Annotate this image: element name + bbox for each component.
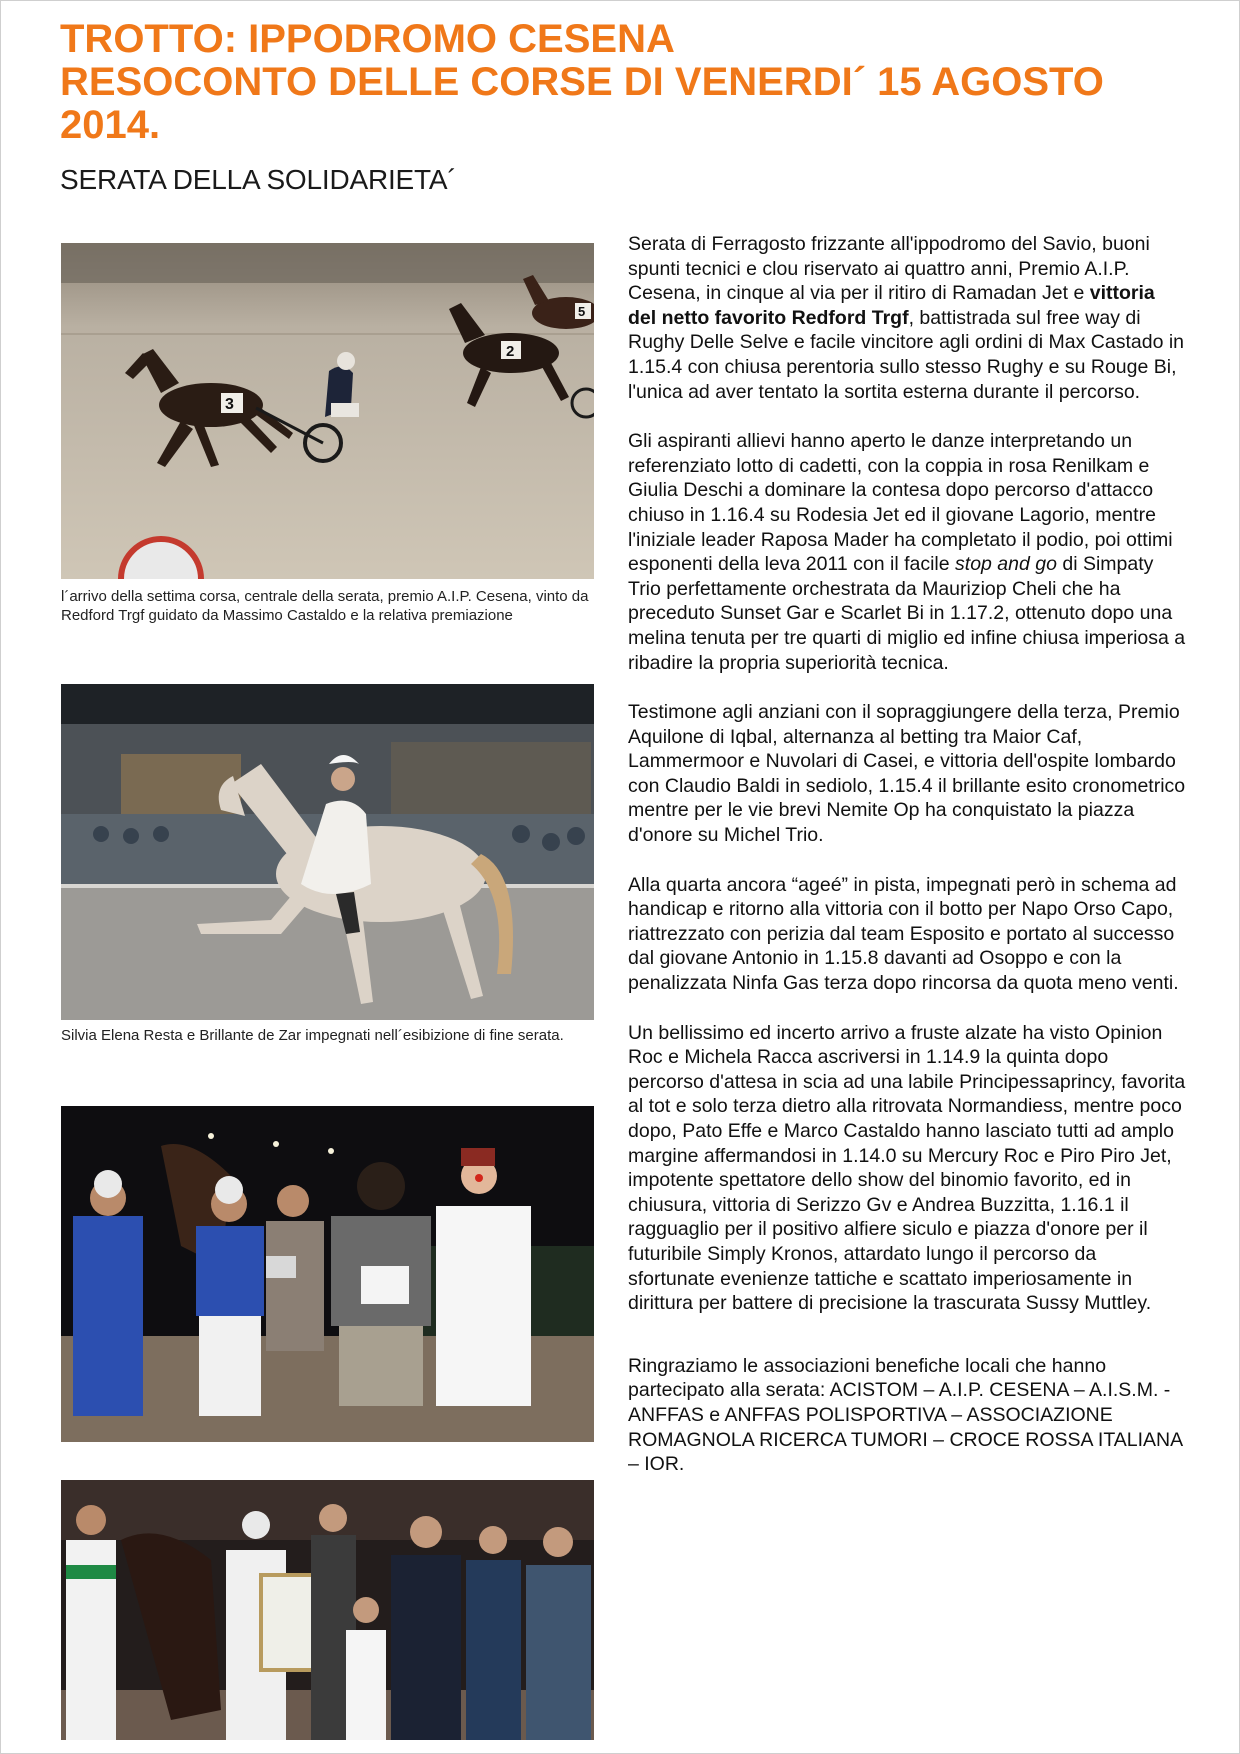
title-line-1: TROTTO: IPPODROMO CESENA xyxy=(60,17,675,61)
title-line-3: 2014. xyxy=(60,103,161,147)
bib-number-5: 5 xyxy=(578,304,586,319)
page-title xyxy=(60,18,1210,147)
title-line-2: RESOCONTO DELLE CORSE DI VENERDI´ 15 AGOSTO xyxy=(60,60,1104,104)
caption-horse-exhibition: Silvia Elena Resta e Brillante de Zar impegnati nell´esibizione di fine serata. xyxy=(61,1027,564,1044)
bib-number-3: 3 xyxy=(225,396,234,413)
article-paragraph-1-bold: vittoria del netto favorito Redford Trgf xyxy=(628,282,1155,329)
article-paragraph-1-text-b: , battistrada sul free way di Rughy Delle Selve e facile vincitore agli ordini di Max Castado in 1.15.4 con chiusa perentoria sullo stesso Rughy e su Rouge Bi, l'unica ad aver tentato la sortita esterna durante il percorso. xyxy=(628,306,1185,403)
article-thanks-paragraph: Ringraziamo le associazioni benefiche locali che hanno partecipato alla serata: ACISTOM – A.I.P. CESENA – A.I.S.M. - ANFFAS e ANFFAS POLISPORTIVA – ASSOCIAZIONE ROMAGNOLA RICERCA TUMORI – CROCE ROSSA ITALIANA – IOR. xyxy=(628,1354,1183,1476)
article-body xyxy=(628,232,1188,1502)
photo-horse-exhibition xyxy=(61,684,594,1020)
article-paragraph-3: Testimone agli anziani con il sopraggiungere della terza, Premio Aquilone di Iqbal, alternanza al betting tra Maior Caf, Lammermoor e Nuvolari di Casei, e vittoria dell'ospite lombardo con Claudio Baldi in sediolo, 1.15.4 il brillante esito cronometrico mentre per le vie brevi Nemite Op ha conquistato la piazza d'onore su Michel Trio. xyxy=(628,701,1186,847)
article-paragraph-2-text-b: di Simpaty Trio perfettamente orchestrata da Mauriziop Cheli che ha preceduto Sunset Gar e Scarlet Bi in 1.17.2, ottenuto dopo una melina tenuta per tre quarti di miglio ed infine chiusa imperiosa a ribadire la propria superiorità tecnica. xyxy=(628,553,1186,674)
article-paragraph-2-italic: stop and go xyxy=(955,553,1057,576)
article-paragraph-1 xyxy=(628,232,1188,404)
article-paragraph-5: Un bellissimo ed incerto arrivo a fruste alzate ha visto Opinion Roc e Michela Racca ascriversi in 1.14.9 la quinta dopo percorso d'attesa in scia ad una labile Principessaprincy, favorita al tot e solo terza dietro alla ritrovata Normandiess, mentre poco dopo, Pato Effe e Marco Castaldo hanno lasciato tutti ad amplo margine affermandosi in 1.14.0 su Mercury Roc e Piro Piro Jet, impotente spettatore dello show del binomio favorito, ed in chiusura, vittoria di Serizzo Gv e Andrea Buzzitta, 1.16.1 il ragguaglio per il positivo alfiere siculo e piazza d'onore per il futuribile Simply Kronos, attardato lungo il percorso da sfortunate evenienze tattiche e scattato imperiosamente in dirittura per battere di precisione la trascurata Sussy Muttley. xyxy=(628,1021,1186,1315)
photo-award-ceremony-2 xyxy=(61,1480,594,1740)
article-paragraph-1-text-a: Serata di Ferragosto frizzante all'ippodromo del Savio, buoni spunti tecnici e clou riservato ai quattro anni, Premio A.I.P. Cesena, in cinque al via per il ritiro di Ramadan Jet e xyxy=(628,233,1150,305)
article-paragraph-2-text-a: Gli aspiranti allievi hanno aperto le danze interpretando un referenziato lotto di cadetti, con la coppia in rosa Renilkam e Giulia Deschi a dominare la contesa dopo percorso d'attacco chiuso in 1.16.4 su Rodesia Jet ed il giovane Lagorio, mentre l'iniziale leader Raposa Mader ha completato il podio, poi ottimi esponenti della leva 2011 con il facile xyxy=(628,430,1173,576)
article-paragraph-2 xyxy=(628,429,1188,675)
caption-race-finish: l´arrivo della settima corsa, centrale della serata, premio A.I.P. Cesena, vinto da Redford Trgf guidato da Massimo Castaldo e la relativa premiazione xyxy=(61,588,589,624)
page-subtitle: SERATA DELLA SOLIDARIETA´ xyxy=(60,164,457,195)
bib-number-2: 2 xyxy=(506,343,515,360)
photo-race-finish xyxy=(61,243,594,579)
photo-award-ceremony-1 xyxy=(61,1106,594,1442)
article-paragraph-4: Alla quarta ancora “ageé” in pista, impegnati però in schema ad handicap e ritorno alla vittoria con il botto per Napo Orso Capo, riattrezzato con perizia dal team Esposito e portato al successo dal giovane Antonio in 1.15.8 davanti ad Osoppo e con la penalizzata Ninfa Gas terza dopo rincorsa da quota meno venti. xyxy=(628,873,1179,995)
